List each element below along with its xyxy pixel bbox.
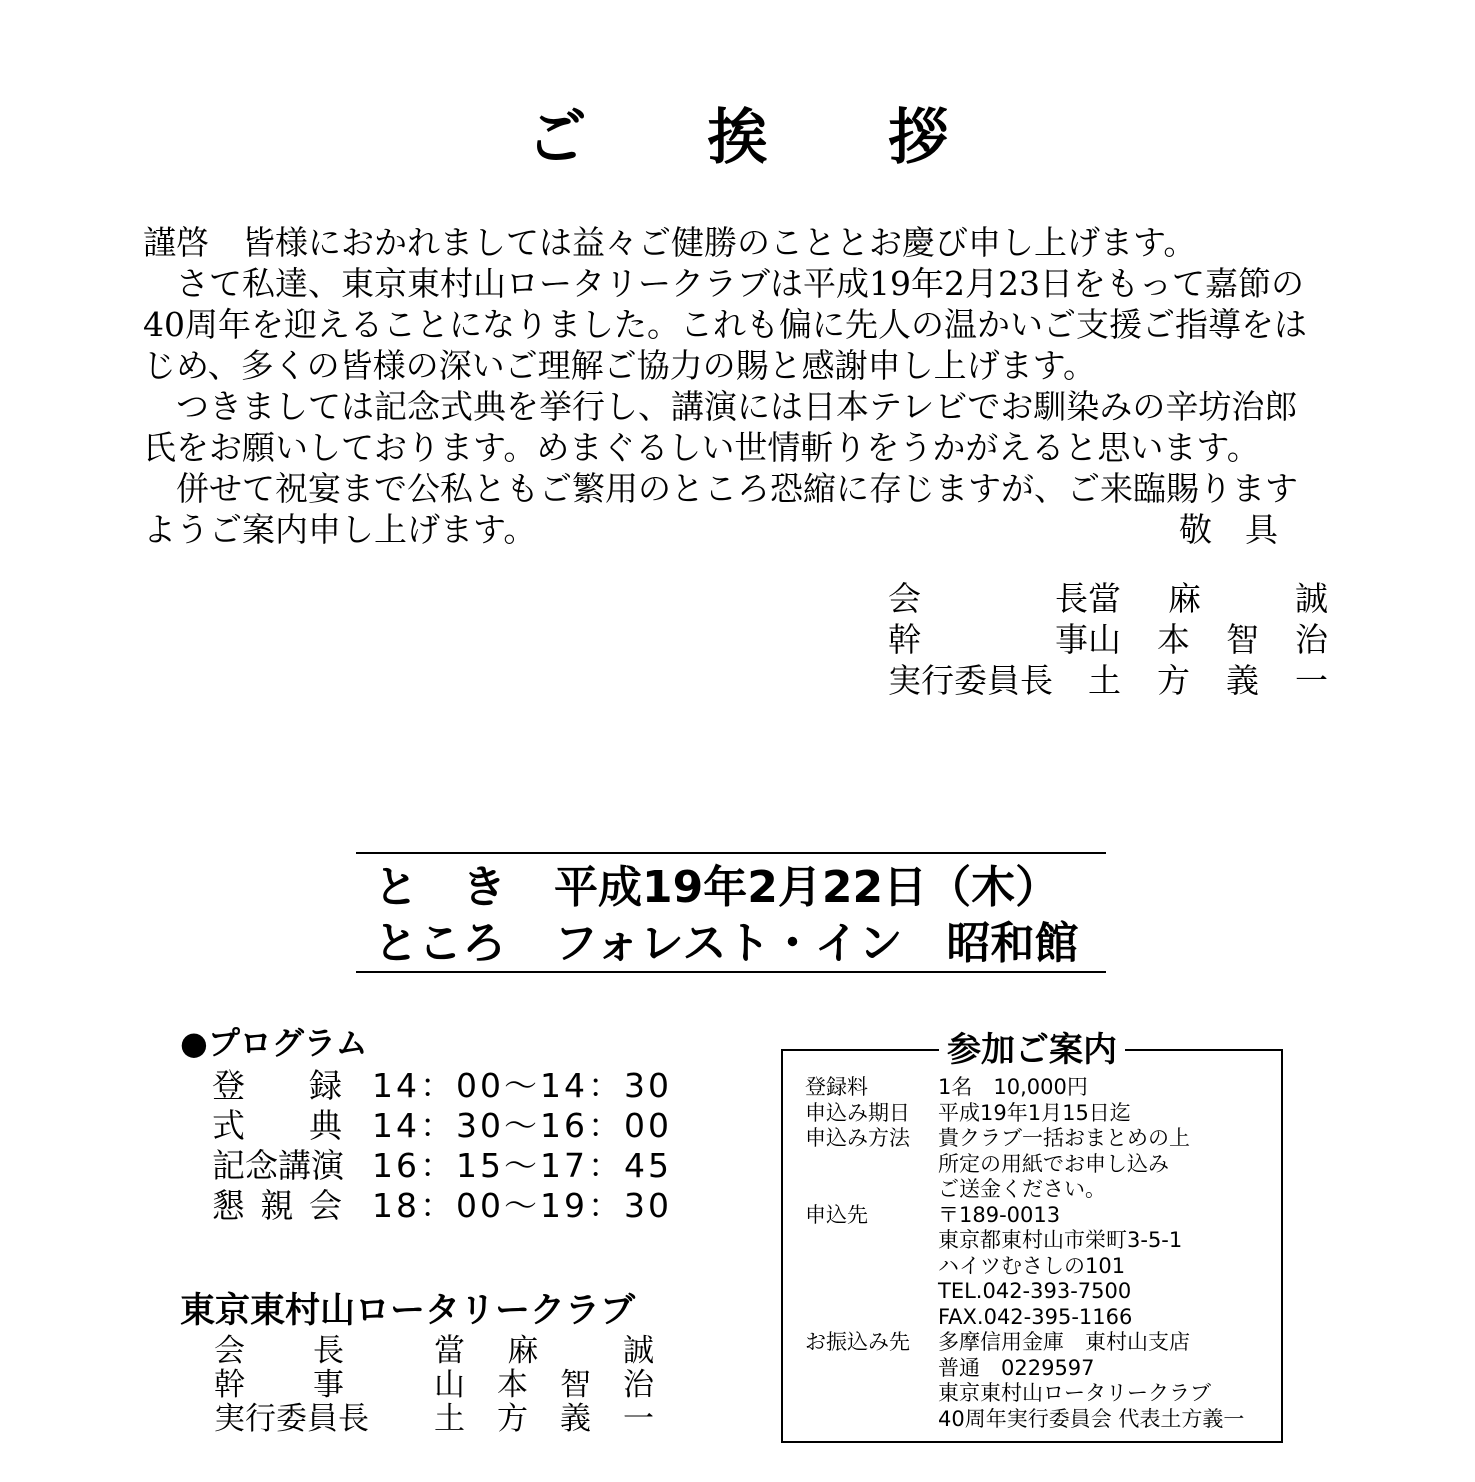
club-officer <box>180 1334 654 1368</box>
club-officer <box>180 1368 654 1402</box>
program-item-label: 式 典 <box>212 1106 342 1145</box>
program-item-time: 18：00〜19：30 <box>372 1186 672 1225</box>
program-item-time: 14：00〜14：30 <box>372 1066 672 1105</box>
program-item-time: 14：30〜16：00 <box>372 1106 672 1145</box>
info-row-value: 多摩信用金庫 東村山支店 普通 0229597 東京東村山ロータリークラブ 40周年実行委員会 代表土方義一 <box>938 1330 1245 1431</box>
greeting-body <box>143 222 1333 550</box>
event-details <box>356 852 1106 973</box>
greeting-line: ようご案内申し上げます。 <box>143 510 537 549</box>
club-officer-role: 会 長 <box>214 1333 344 1369</box>
greeting-line: つきましては記念式典を挙行し、講演には日本テレビでお馴染みの辛坊治郎 <box>176 387 1298 426</box>
info-row-label: お振込み先 <box>805 1330 910 1354</box>
club-officer-role: 実行委員長 <box>214 1401 369 1437</box>
greeting-line: さて私達、東京東村山ロータリークラブは平成19年2月23日をもって嘉節の <box>176 264 1304 303</box>
event-venue-row <box>356 916 1106 972</box>
info-row-label: 登録料 <box>805 1075 868 1099</box>
program-item <box>180 1066 672 1106</box>
info-row-deadline <box>805 1101 1244 1127</box>
info-row-address <box>805 1203 1244 1331</box>
info-row-fee <box>805 1075 1244 1101</box>
signer-name: 土 方 義 一 <box>1088 661 1328 700</box>
signer-role: 実行委員長 <box>888 661 1053 700</box>
info-row-label: 申込み期日 <box>805 1100 910 1125</box>
club-officer-role: 幹 事 <box>214 1367 344 1403</box>
club-officer-name: 土 方 義 一 <box>434 1401 654 1437</box>
club-officer <box>180 1402 654 1436</box>
club-officer-name: 山 本 智 治 <box>434 1367 654 1403</box>
program-section <box>180 1022 672 1226</box>
page-title: ご 挨 拶 <box>526 103 999 173</box>
program-item-label: 登 録 <box>212 1066 342 1105</box>
event-venue-label: ところ <box>374 918 506 969</box>
closing-phrase: 敬 具 <box>1179 510 1278 549</box>
greeting-line: 氏をお願いしております。めまぐるしい世情斬りをうかがえると思います。 <box>143 428 1260 467</box>
registration-info-heading: 参加ご案内 <box>939 1030 1125 1070</box>
registration-info-box <box>781 1030 1283 1443</box>
signers-list <box>888 578 1328 701</box>
info-row-value: 1名 10,000円 <box>938 1075 1088 1099</box>
event-date-row <box>356 860 1106 916</box>
program-item <box>180 1186 672 1226</box>
info-row-value: 平成19年1月15日迄 <box>938 1100 1131 1125</box>
info-row-bank-transfer <box>805 1330 1244 1432</box>
signer-committee-chair <box>888 660 1328 701</box>
program-item <box>180 1106 672 1146</box>
info-row-value: 貴クラブ一括おまとめの上 所定の用紙でお申し込み ご送金ください。 <box>938 1126 1190 1201</box>
club-officer-name: 當 麻 誠 <box>434 1333 654 1369</box>
club-name: 東京東村山ロータリークラブ <box>180 1291 636 1331</box>
registration-info-body <box>805 1075 1244 1432</box>
signer-secretary <box>888 619 1328 660</box>
info-row-method <box>805 1126 1244 1203</box>
program-item-label: 記念講演 <box>212 1146 344 1185</box>
info-row-label: 申込み方法 <box>805 1126 910 1150</box>
event-venue-value: フォレスト・イン 昭和館 <box>554 918 1079 969</box>
greeting-line: 併せて祝宴まで公私ともご繁用のところ恐縮に存じますが、ご来臨賜ります <box>176 469 1298 508</box>
program-item <box>180 1146 672 1186</box>
info-row-label: 申込先 <box>805 1202 868 1227</box>
club-section <box>180 1288 654 1436</box>
program-item-label: 懇 親 会 <box>212 1186 342 1225</box>
greeting-line: 謹啓 皆様におかれましては益々ご健勝のこととお慶び申し上げます。 <box>143 223 1197 262</box>
program-heading: ●プログラム <box>180 1024 368 1062</box>
info-row-value: 〒189-0013 東京都東村山市栄町3-5-1 ハイツむさしの101 TEL.042-393-7500 FAX.042-395-1166 <box>938 1202 1183 1329</box>
signer-name: 當 麻 誠 <box>1088 579 1328 618</box>
greeting-line: じめ、多くの皆様の深いご理解ご協力の賜と感謝申し上げます。 <box>143 346 1097 385</box>
signer-president <box>888 578 1328 619</box>
event-date-label: と き <box>374 862 506 913</box>
signer-role: 会 長 <box>888 579 1088 618</box>
greeting-last-line <box>143 509 1333 550</box>
signer-name: 山 本 智 治 <box>1088 620 1328 659</box>
event-date-value: 平成19年2月22日（木） <box>554 862 1060 913</box>
greeting-line: 40周年を迎えることになりました。これも偏に先人の温かいご支援ご指導をは <box>143 305 1307 344</box>
signer-role: 幹 事 <box>888 620 1088 659</box>
program-item-time: 16：15〜17：45 <box>372 1146 672 1185</box>
registration-info-heading-wrap <box>783 1031 1281 1069</box>
